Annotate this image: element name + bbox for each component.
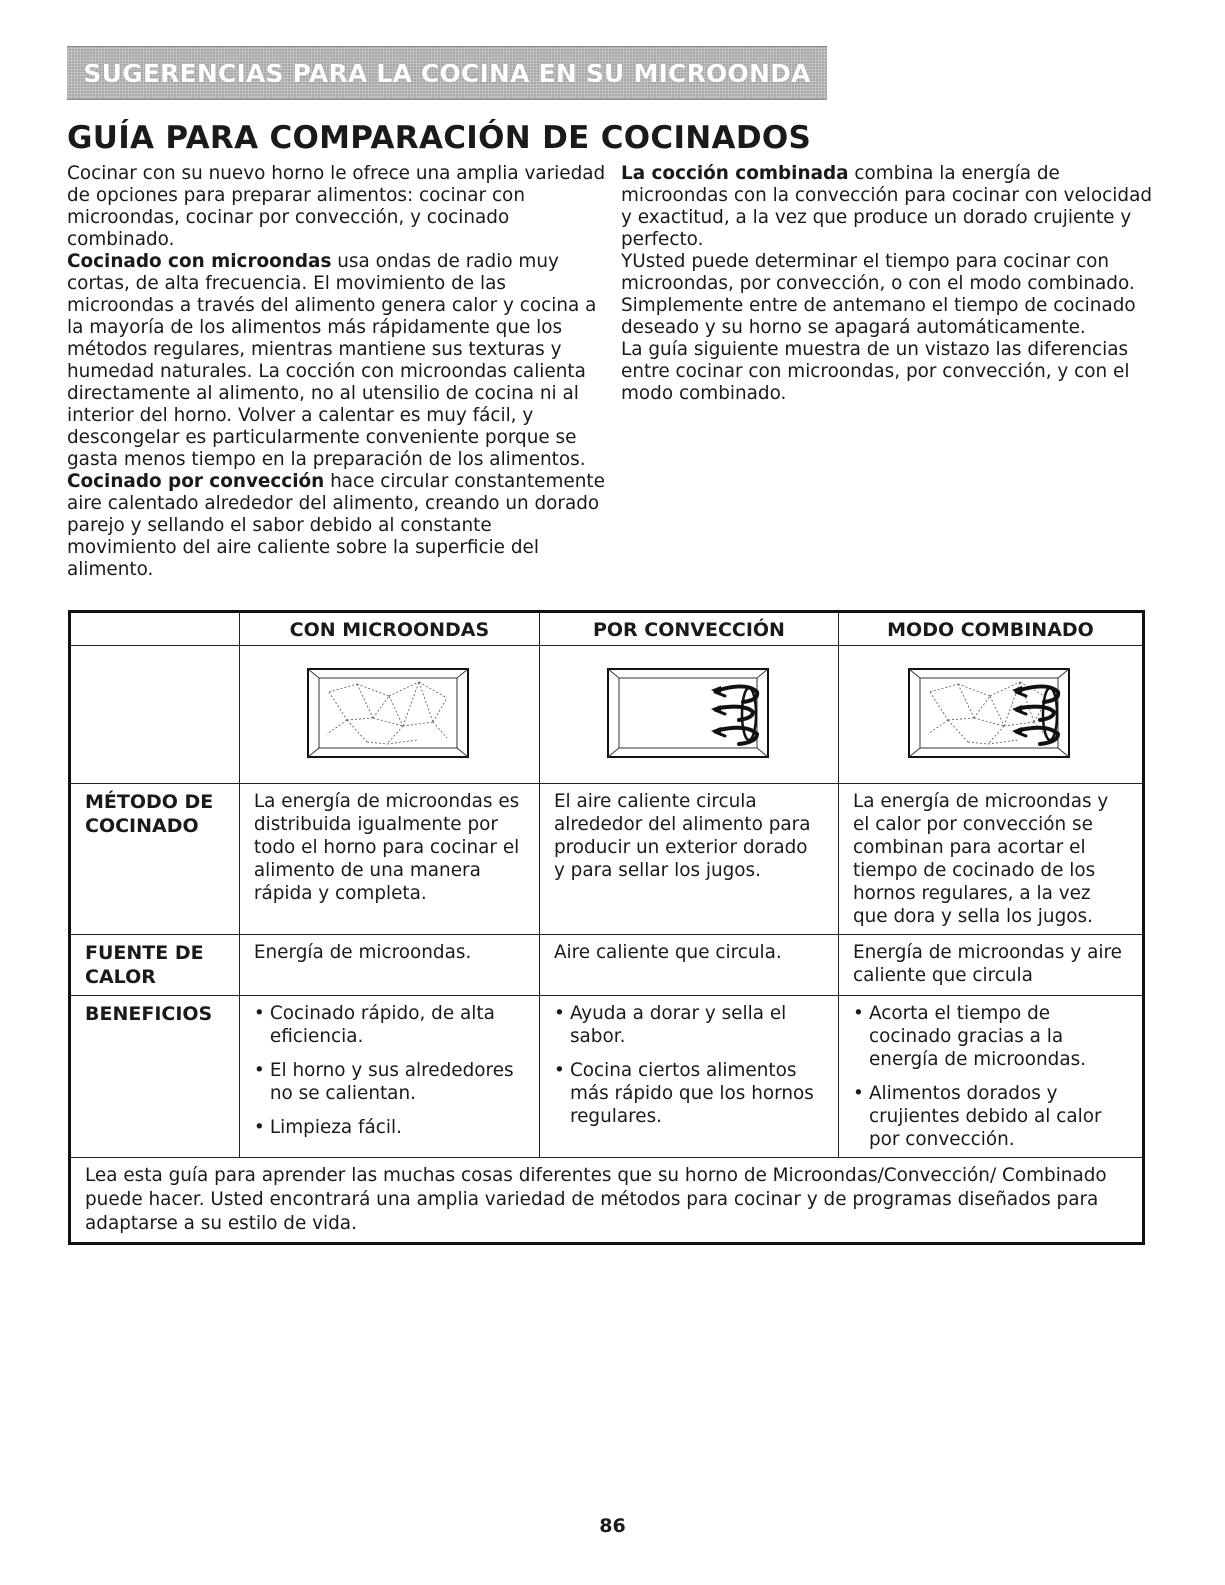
intro-paragraph-timer: YUsted puede determinar el tiempo para cocinar con microondas, por convección, o con el modo combinado. Simplemente entre de antemano el tiempo de cocinado deseado y su horno se apagará automáticamente. — [621, 251, 1136, 338]
list-item: • Cocina ciertos alimentos más rápido que los hornos regulares. — [554, 1059, 824, 1128]
cell-fuente-combination: Energía de microondas y aire caliente que circula — [838, 935, 1143, 996]
convection-description: hace circular constantemente aire calentado alrededor del alimento, creando un dorado parejo y sellando el sabor debido al constante movimiento del aire caliente sobre la superficie del alimento. — [67, 471, 605, 580]
cell-metodo-convection: El aire caliente circula alrededor del alimento para producir un exterior dorado y para sellar los jugos. — [539, 784, 838, 935]
table-row-fuente — [70, 935, 1144, 996]
list-item: • Alimentos dorados y crujientes debido al calor por convección. — [853, 1082, 1128, 1151]
list-item: • Limpieza fácil. — [254, 1116, 525, 1139]
term-combination: La cocción combinada — [621, 163, 849, 184]
list-item: • El horno y sus alrededores no se calientan. — [254, 1059, 525, 1105]
term-convection: Cocinado por convección — [67, 471, 325, 492]
table-footer-note: Lea esta guía para aprender las muchas cosas diferentes que su horno de Microondas/Convección/ Combinado puede hacer. Usted encontrará una amplia variedad de métodos para cocinar y de programas diseñados para adaptarse a su estilo de vida. — [70, 1158, 1144, 1244]
diagram-cell-convection — [539, 646, 838, 784]
microwave-description: usa ondas de radio muy cortas, de alta frecuencia. El movimiento de las microondas a través del alimento genera calor y cocina a la mayoría de los alimentos más rápidamente que los métodos regulares, mientras mantiene sus texturas y humedad naturales. La cocción con microondas calienta directamente al alimento, no al utensilio de cocina ni al interior del horno. Volver a calentar es muy fácil, y descongelar es particularmente conveniente porque se gasta menos tiempo en la preparación de los alimentos. — [67, 251, 597, 470]
list-item: • Acorta el tiempo de cocinado gracias a la energía de microondas. — [853, 1002, 1128, 1071]
comparison-table — [68, 610, 1145, 1245]
oven-combination-icon — [908, 668, 1072, 760]
list-item: • Cocinado rápido, de alta eficiencia. — [254, 1002, 525, 1048]
cell-metodo-microwave: La energía de microondas es distribuida igualmente por todo el horno para cocinar el alimento de una manera rápida y completa. — [239, 784, 539, 935]
cell-fuente-convection: Aire caliente que circula. — [539, 935, 838, 996]
row-label-metodo — [70, 784, 240, 935]
term-microwave: Cocinado con microondas — [67, 251, 332, 272]
table-header-row — [70, 612, 1144, 646]
page-number: 86 — [599, 1515, 626, 1537]
row-label-beneficios: BENEFICIOS — [70, 996, 240, 1158]
table-row-beneficios — [70, 996, 1144, 1158]
table-footer-row — [70, 1158, 1144, 1244]
oven-convection-fan-icon — [607, 668, 771, 760]
diagram-cell-microwave — [239, 646, 539, 784]
cell-beneficios-microwave — [239, 996, 539, 1158]
row-label-fuente — [70, 935, 240, 996]
intro-paragraph-microwave — [67, 251, 607, 471]
table-row-metodo — [70, 784, 1144, 935]
header-combination: MODO COMBINADO — [838, 612, 1143, 646]
header-microwave: CON MICROONDAS — [239, 612, 539, 646]
intro-right-column — [621, 163, 1161, 405]
diagram-cell-combination — [838, 646, 1143, 784]
row-label-line: COCINADO — [85, 815, 199, 837]
list-item: • Ayuda a dorar y sella el sabor. — [554, 1002, 824, 1048]
section-banner-text: SUGERENCIAS PARA LA COCINA EN SU MICROONDA — [83, 58, 811, 88]
row-label-line: CALOR — [85, 966, 156, 988]
header-convection: POR CONVECCIÓN — [539, 612, 838, 646]
intro-paragraph-1: Cocinar con su nuevo horno le ofrece una amplia variedad de opciones para preparar alimentos: cocinar con microondas, cocinar por convección, y cocinado combinado. — [67, 163, 606, 250]
header-empty-cell — [70, 612, 240, 646]
intro-left-column — [67, 163, 607, 581]
diagram-row-label — [70, 646, 240, 784]
combination-description: combina la energía de microondas con la convección para cocinar con velocidad y exactitud, a la vez que produce un dorado crujiente y perfecto. — [621, 163, 1153, 250]
oven-microwave-waves-icon — [307, 668, 471, 760]
page-title: GUÍA PARA COMPARACIÓN DE COCINADOS — [67, 120, 812, 156]
row-label-line: MÉTODO DE — [85, 791, 214, 813]
cell-metodo-combination: La energía de microondas y el calor por convección se combinan para acortar el tiempo de cocinado de los hornos regulares, a la vez que dora y sella los jugos. — [838, 784, 1143, 935]
section-banner — [67, 46, 827, 100]
cell-beneficios-combination — [838, 996, 1143, 1158]
cell-fuente-microwave: Energía de microondas. — [239, 935, 539, 996]
cell-beneficios-convection — [539, 996, 838, 1158]
intro-paragraph-combination — [621, 163, 1161, 251]
intro-paragraph-convection — [67, 471, 607, 581]
diagram-row — [70, 646, 1144, 784]
intro-paragraph-guide: La guía siguiente muestra de un vistazo las diferencias entre cocinar con microondas, por convección, y con el modo combinado. — [621, 339, 1130, 404]
row-label-line: FUENTE DE — [85, 942, 204, 964]
